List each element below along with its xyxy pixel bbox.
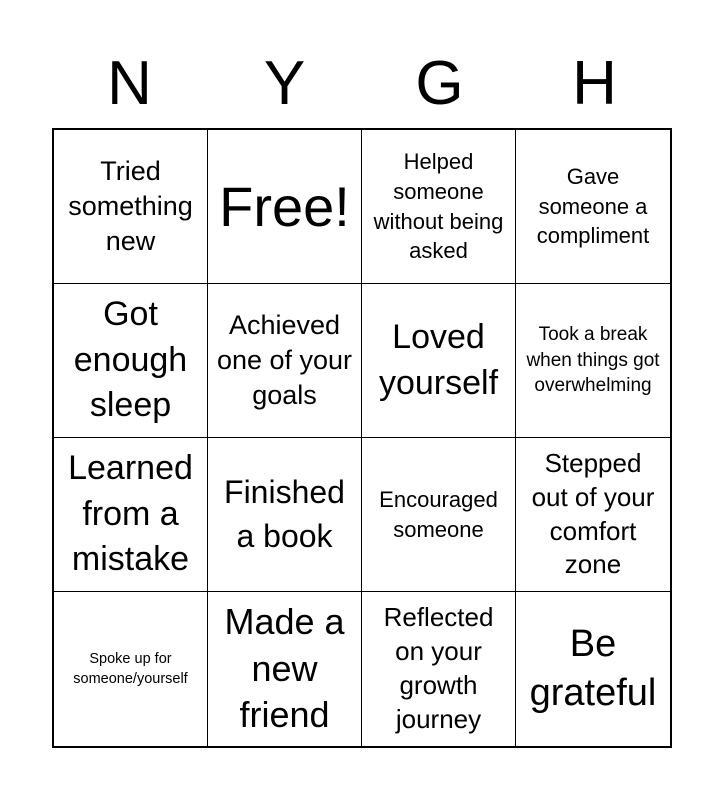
bingo-cell[interactable] — [208, 438, 362, 592]
bingo-cell-text: Learned from a mistake — [68, 448, 193, 579]
bingo-cell-text: Stepped out of your comfort zone — [531, 447, 655, 580]
bingo-cell[interactable] — [362, 284, 516, 438]
free-space-cell[interactable] — [208, 130, 362, 284]
bingo-cell[interactable] — [54, 284, 208, 438]
header-letter-h: H — [572, 49, 617, 118]
bingo-cell[interactable] — [362, 592, 516, 746]
free-space-text: Free! — [219, 174, 350, 238]
bingo-cell-text: Reflected on your growth journey — [383, 602, 494, 734]
bingo-cell-text: Made a new friend — [224, 600, 345, 736]
bingo-cell[interactable] — [54, 130, 208, 284]
bingo-cell-text: Helped someone without being asked — [373, 149, 504, 264]
bingo-cell[interactable] — [516, 592, 670, 746]
bingo-cell[interactable] — [516, 284, 670, 438]
bingo-cell-text: Achieved one of your goals — [216, 309, 353, 411]
bingo-cell-text: Gave someone a compliment — [536, 163, 650, 249]
header-letter-y: Y — [263, 49, 306, 118]
bingo-cell-text: Spoke up for someone/yourself — [73, 650, 188, 687]
bingo-board — [52, 128, 672, 748]
bingo-header — [52, 40, 672, 128]
bingo-cell[interactable] — [362, 130, 516, 284]
bingo-cell-text: Loved yourself — [378, 317, 499, 402]
bingo-cell-text: Took a break when things got overwhelming — [526, 324, 660, 397]
bingo-cell[interactable] — [54, 438, 208, 592]
bingo-cell-text: Finished a book — [224, 474, 345, 554]
header-letter-g: G — [415, 49, 464, 118]
bingo-cell[interactable] — [516, 130, 670, 284]
bingo-cell[interactable] — [54, 592, 208, 746]
bingo-cell[interactable] — [208, 284, 362, 438]
bingo-cell-text: Encouraged someone — [379, 486, 498, 542]
bingo-cell-text: Tried something new — [68, 155, 193, 257]
bingo-cell-text: Got enough sleep — [73, 294, 188, 425]
bingo-cell[interactable] — [362, 438, 516, 592]
bingo-cell[interactable] — [208, 592, 362, 746]
bingo-cell-text: Be grateful — [529, 622, 657, 714]
header-letter-n: N — [107, 49, 152, 118]
bingo-cell[interactable] — [516, 438, 670, 592]
